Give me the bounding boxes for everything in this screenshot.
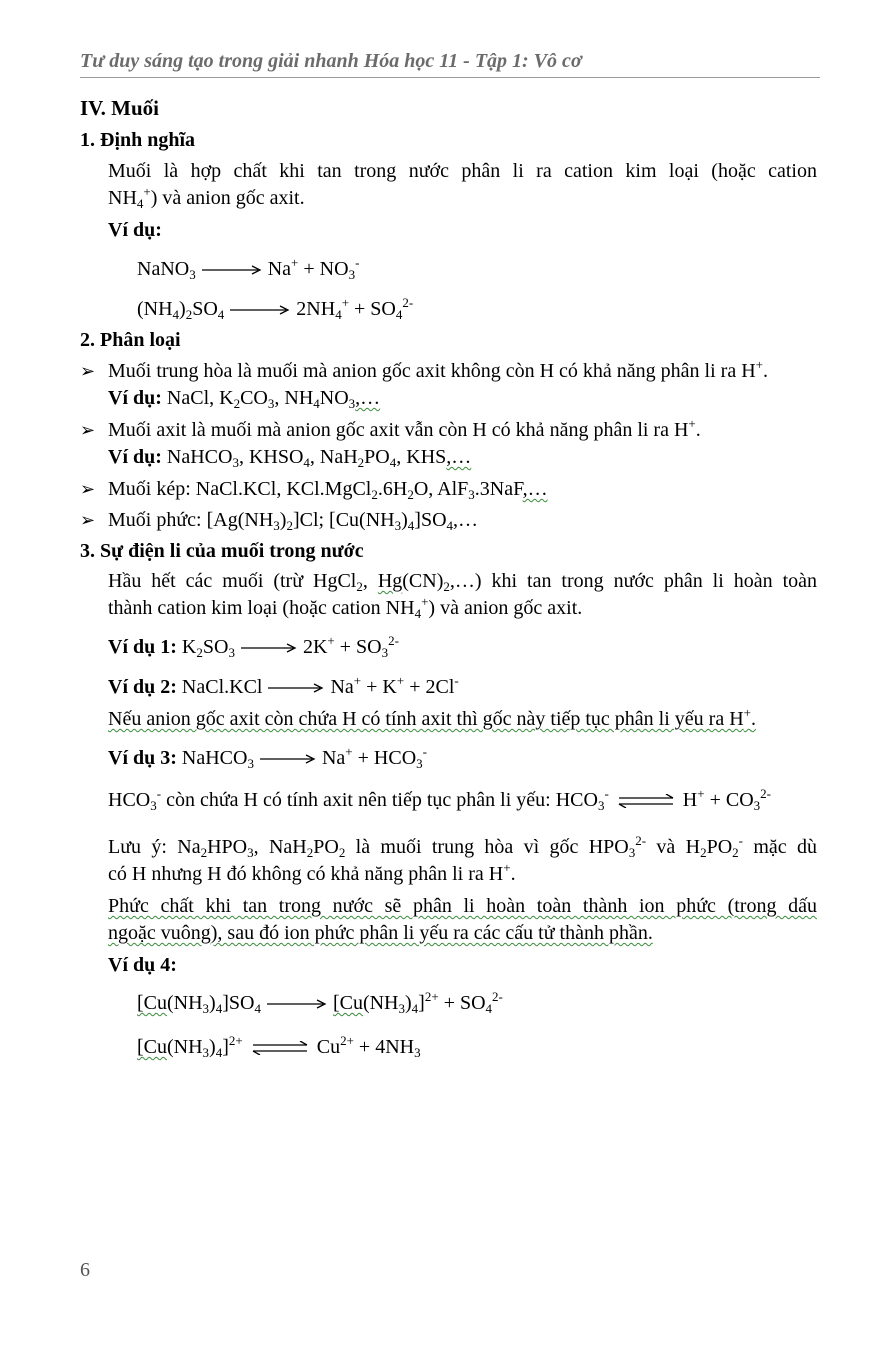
complex-line-2: ngoặc vuông), sau đó ion phức phân li yếu ra các cấu tử thành phần. bbox=[108, 922, 653, 944]
hco3-dissociation: $HCO_3^-$ còn chứa H có tính axit nên tiếp tục phân li yếu: $HCO_3^-$ $H^+ + CO_3^{2-}$ bbox=[108, 786, 771, 813]
page-number: 6 bbox=[80, 1259, 90, 1281]
bullet-arrow-icon: ➢ bbox=[80, 361, 96, 381]
running-header: Tư duy sáng tạo trong giải nhanh Hóa học 11 - Tập 1: Vô cơ bbox=[80, 50, 820, 78]
heading-definition: 1. Định nghĩa bbox=[80, 129, 196, 151]
example-4-label: Ví dụ 4: bbox=[108, 954, 177, 976]
bullet-neutral-salt: Muối trung hòa là muối mà anion gốc axit không còn H có khả năng phân li ra H+. bbox=[108, 357, 768, 382]
equation-nh4so4: $(NH_4)_2SO_4$ $2NH_4^+ + SO_4^{2-}$ bbox=[137, 295, 414, 322]
example-acid-salt: Ví dụ: NaHCO$_3$, $KHSO_4$, $NaH_2PO_4$, KHS,… bbox=[108, 446, 472, 470]
note-line-2: có H nhưng H đó không có khả năng phân li ra H+. bbox=[108, 860, 516, 885]
bullet-acid-salt: Muối axit là muối mà anion gốc axit vẫn còn H có khả năng phân li ra H+. bbox=[108, 416, 701, 441]
definition-line-2: $NH_4^+$) và anion gốc axit. bbox=[108, 184, 305, 211]
bullet-arrow-icon: ➢ bbox=[80, 420, 96, 440]
equilibrium-arrow-icon bbox=[251, 1041, 309, 1055]
right-arrow-icon bbox=[202, 265, 262, 275]
equation-complex-2: $[Cu(NH_3)_4]^{2+}$ $Cu^{2+} + 4NH_3$ bbox=[137, 1033, 421, 1060]
equation-complex-1: $[Cu(NH_3)_4]SO_4$ $[Cu(NH_3)_4]^{2+} + SO_4^{2-}$ bbox=[137, 989, 503, 1016]
right-arrow-icon bbox=[230, 305, 290, 315]
example-neutral-salt: Ví dụ: NaCl, $K_2CO_3$, $NH_4NO_3,\dots$ bbox=[108, 387, 381, 411]
heading-dissociation: 3. Sự điện li của muối trong nước bbox=[80, 540, 364, 562]
dissociation-line-2: thành cation kim loại (hoặc cation $NH_4^+$) và anion gốc axit. bbox=[108, 594, 583, 621]
bullet-arrow-icon: ➢ bbox=[80, 479, 96, 499]
bullet-double-salt: Muối kép: NaCl.KCl, $KCl.MgCl_2.6H_2O$, AlF$_3$.3NaF,… bbox=[108, 478, 548, 502]
heading-classification: 2. Phân loại bbox=[80, 329, 181, 351]
example-3: Ví dụ 3: NaHCO$_3$ $Na^+ + HCO_3^-$ bbox=[108, 744, 427, 771]
bullet-arrow-icon: ➢ bbox=[80, 510, 96, 530]
equation-nano3: NaNO$_3$ $Na^+ + NO_3^-$ bbox=[137, 255, 360, 282]
section-title: IV. Muối bbox=[80, 96, 159, 120]
right-arrow-icon bbox=[268, 683, 324, 693]
right-arrow-icon bbox=[260, 754, 316, 764]
example-label: Ví dụ: bbox=[108, 219, 162, 241]
dissociation-line-1: Hầu hết các muối (trừ HgCl$_2$, $Hg(CN)_2,\dots$) khi tan trong nước phân li hoàn toàn bbox=[108, 570, 817, 594]
note-acid-anion: Nếu anion gốc axit còn chứa H có tính axit thì gốc này tiếp tục phân li yếu ra H+. bbox=[108, 705, 756, 730]
complex-line-1: Phức chất khi tan trong nước sẽ phân li hoàn toàn thành ion phức (trong dấu bbox=[108, 895, 817, 917]
right-arrow-icon bbox=[267, 999, 327, 1009]
note-line-1: Lưu ý: $Na_2HPO_3$, $NaH_2PO_2$ là muối trung hòa vì gốc $HPO_3^{2-}$ và $H_2PO_2^-$ mặc dù bbox=[108, 833, 817, 860]
example-1: Ví dụ 1: $K_2SO_3$ $2K^+ + SO_3^{2-}$ bbox=[108, 633, 399, 660]
definition-line-1: Muối là hợp chất khi tan trong nước phân li ra cation kim loại (hoặc cation bbox=[108, 160, 817, 182]
right-arrow-icon bbox=[241, 643, 297, 653]
example-2: Ví dụ 2: NaCl.KCl Na+ + K+ + 2Cl- bbox=[108, 673, 459, 698]
equilibrium-arrow-icon bbox=[617, 794, 675, 808]
bullet-complex-salt: Muối phức: $[Ag(NH_3)_2]Cl$; $[Cu(NH_3)_4]SO_4,\dots$ bbox=[108, 509, 479, 533]
